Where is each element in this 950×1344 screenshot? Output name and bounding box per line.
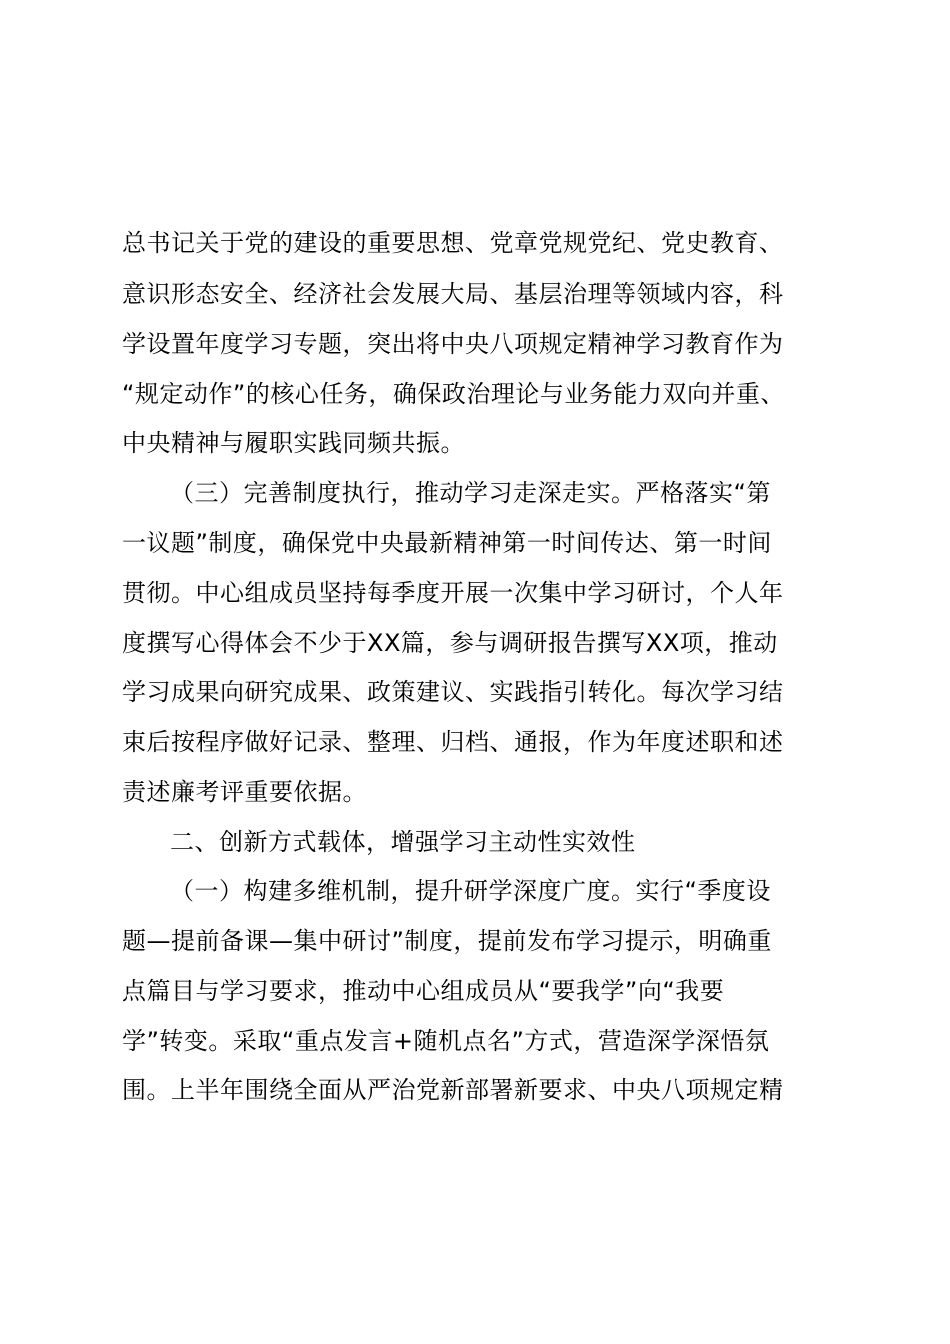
text-line: 责述廉考评重要依据。 [122, 778, 367, 806]
section-heading: （三）完善制度执行，推动学习走深走实。严格落实“第 [170, 479, 771, 507]
text-line: 中央精神与履职实践同频共振。 [122, 429, 465, 457]
section-heading: （一）构建多维机制，提升研学深度广度。实行“季度设 [170, 877, 771, 905]
text-line: 总书记关于党的建设的重要思想、党章党规党纪、党史教育、 [122, 229, 784, 257]
text-line: “规定动作”的核心任务，确保政治理论与业务能力双向并重、 [122, 380, 785, 408]
text-line: 束后按程序做好记录、整理、归档、通报，作为年度述职和述 [122, 728, 784, 756]
text-line: 题—提前备课—集中研讨”制度，提前发布学习提示，明确重 [122, 927, 772, 955]
text-line: 学设置年度学习专题，突出将中央八项规定精神学习教育作为 [122, 330, 784, 358]
text-line: 度撰写心得体会不少于XX篇，参与调研报告撰写XX项，推动 [122, 629, 778, 657]
text-line: 点篇目与学习要求，推动中心组成员从“要我学”向“我要 [122, 977, 725, 1005]
text-line: 意识形态安全、经济社会发展大局、基层治理等领域内容，科 [122, 280, 784, 308]
text-line: 围。上半年围绕全面从严治党新部署新要求、中央八项规定精 [122, 1076, 784, 1104]
text-line: 学”转变。采取“重点发言+随机点名”方式，营造深学深悟氛 [122, 1027, 770, 1055]
text-line: 贯彻。中心组成员坚持每季度开展一次集中学习研讨，个人年 [122, 579, 784, 607]
text-line: 一议题”制度，确保党中央最新精神第一时间传达、第一时间 [122, 529, 772, 557]
text-line: 学习成果向研究成果、政策建议、实践指引转化。每次学习结 [122, 678, 784, 706]
chapter-heading: 二、创新方式载体，增强学习主动性实效性 [170, 828, 636, 856]
